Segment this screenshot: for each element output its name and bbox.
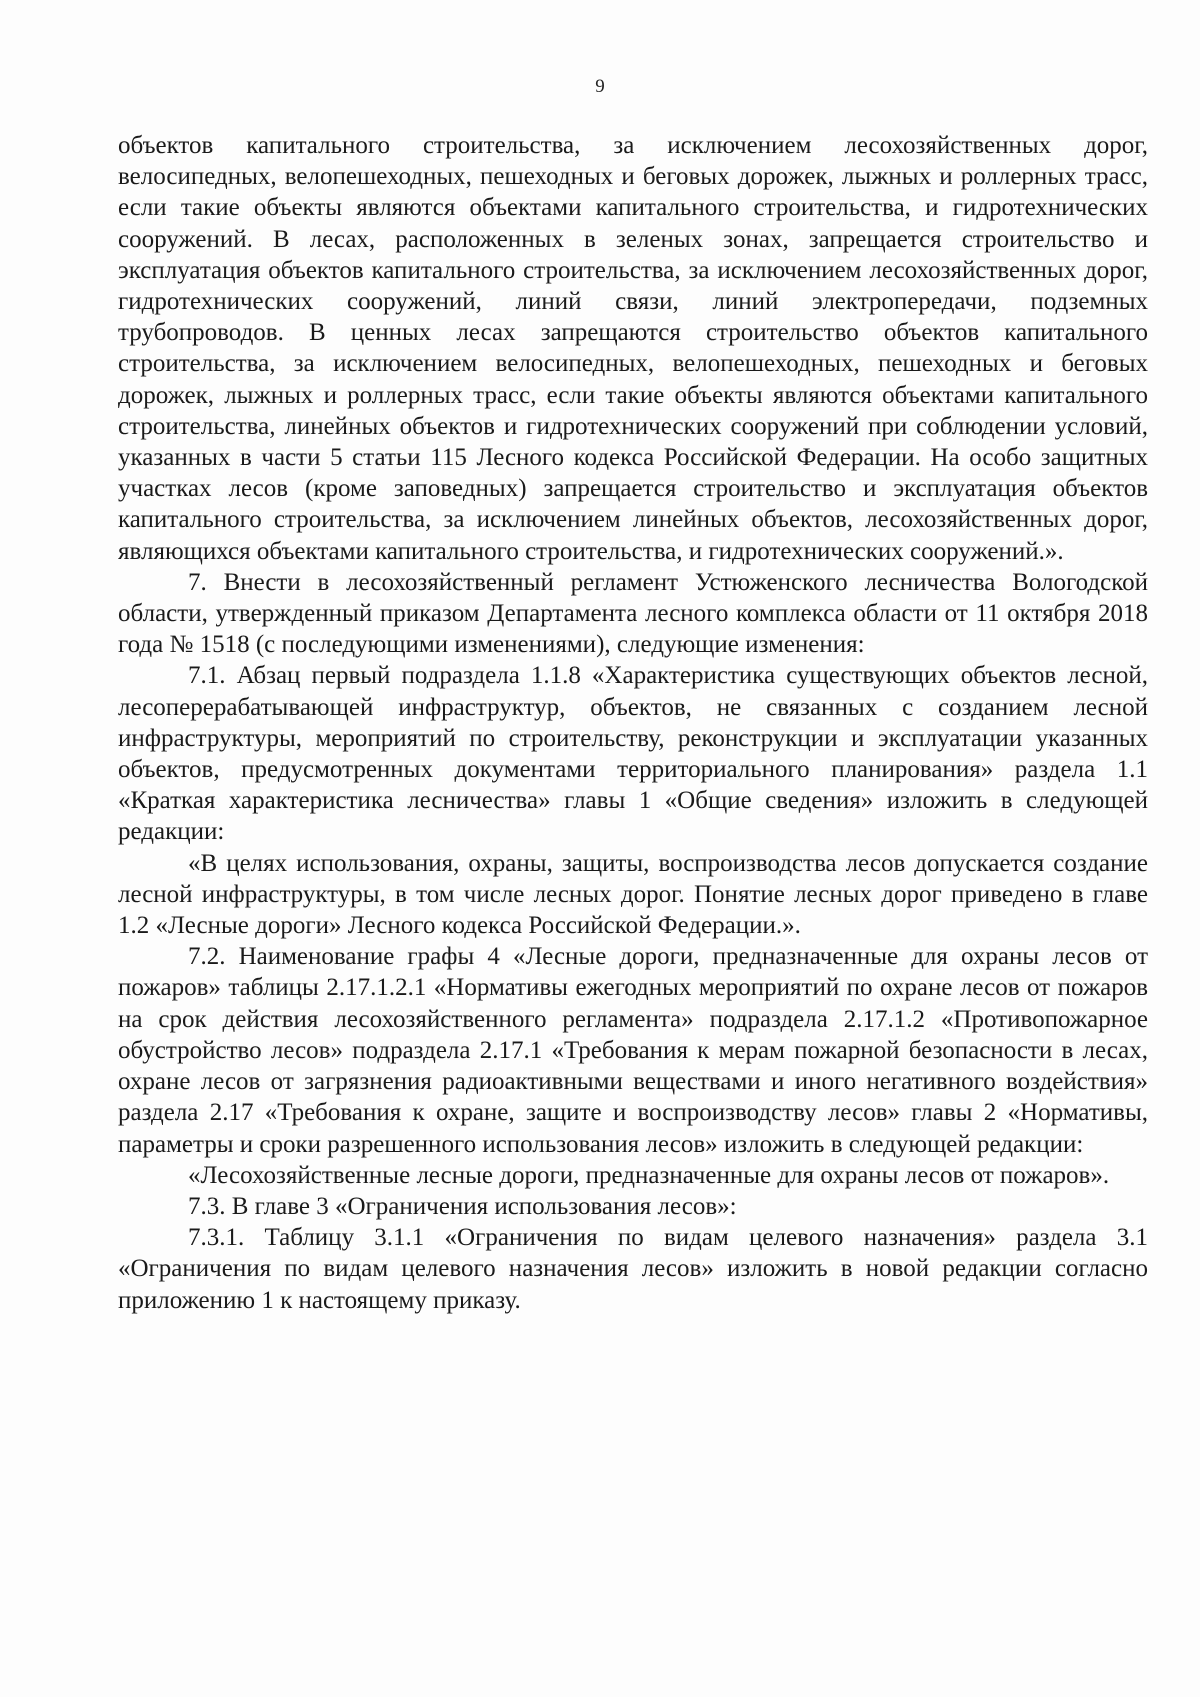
paragraph-item-7: 7. Внести в лесохозяйственный регламент Устюженского лесничества Вологодской области, утвержденный приказом Департамента лесного комплекса области от 11 октября 2018 года № 1518 (с последующими изменениями), следующие изменения: [118, 568, 1148, 659]
paragraph-item-7-1: 7.1. Абзац первый подраздела 1.1.8 «Характеристика существующих объектов лесной, лесоперерабатывающей инфраструктур, объектов, не связанных с созданием лесной инфраструктуры, мероприятий по строительству, реконструкции и эксплуатации указанных объектов, предусмотренных документами территориального планирования» раздела 1.1 «Краткая характеристика лесничества» главы 1 «Общие сведения» изложить в следующей редакции: [118, 662, 1148, 846]
paragraph-quote-7-1: «В целях использования, охраны, защиты, воспроизводства лесов допускается создание лесной инфраструктуры, в том числе лесных дорог. Понятие лесных дорог приведено в главе 1.2 «Лесные дороги» Лесного кодекса Российской Федерации.». [118, 849, 1148, 940]
paragraph-item-7-2: 7.2. Наименование графы 4 «Лесные дороги, предназначенные для охраны лесов от пожаров» таблицы 2.17.1.2.1 «Нормативы ежегодных мероприятий по охране лесов от пожаров на срок действия лесохозяйственного регламента» подраздела 2.17.1.2 «Противопожарное обустройство лесов» подраздела 2.17.1 «Требования к мерам пожарной безопасности в лесах, охране лесов от загрязнения радиоактивными веществами и иного негативного воздействия» раздела 2.17 «Требования к охране, защите и воспроизводству лесов» главы 2 «Нормативы, параметры и сроки разрешенного использования лесов» изложить в следующей редакции: [118, 943, 1148, 1158]
paragraph-quote-7-2: «Лесохозяйственные лесные дороги, предназначенные для охраны лесов от пожаров». [188, 1161, 1110, 1189]
document-body [118, 130, 1148, 1316]
paragraph-item-7-3: 7.3. В главе 3 «Ограничения использования лесов»: [188, 1192, 737, 1220]
page-number: 9 [595, 76, 605, 97]
paragraph-continuation: объектов капитального строительства, за исключением лесохозяйственных дорог, велосипедных, велопешеходных, пешеходных и беговых дорожек, лыжных и роллерных трасс, если такие объекты являются объектами капитального строительства, и гидротехнических сооружений. В лесах, расположенных в зеленых зонах, запрещается строительство и эксплуатация объектов капитального строительства, за исключением лесохозяйственных дорог, гидротехнических сооружений, линий связи, линий электропередачи, подземных трубопроводов. В ценных лесах запрещаются строительство объектов капитального строительства, за исключением велосипедных, велопешеходных, пешеходных и беговых дорожек, лыжных и роллерных трасс, если такие объекты являются объектами капитального строительства, линейных объектов и гидротехнических сооружений при соблюдении условий, указанных в части 5 статьи 115 Лесного кодекса Российской Федерации. На особо защитных участках лесов (кроме заповедных) запрещается строительство и эксплуатация объектов капитального строительства, за исключением линейных объектов, лесохозяйственных дорог, являющихся объектами капитального строительства, и гидротехнических сооружений.». [118, 132, 1148, 565]
paragraph-item-7-3-1: 7.3.1. Таблицу 3.1.1 «Ограничения по видам целевого назначения» раздела 3.1 «Ограничения по видам целевого назначения лесов» изложить в новой редакции согласно приложению 1 к настоящему приказу. [118, 1224, 1148, 1314]
